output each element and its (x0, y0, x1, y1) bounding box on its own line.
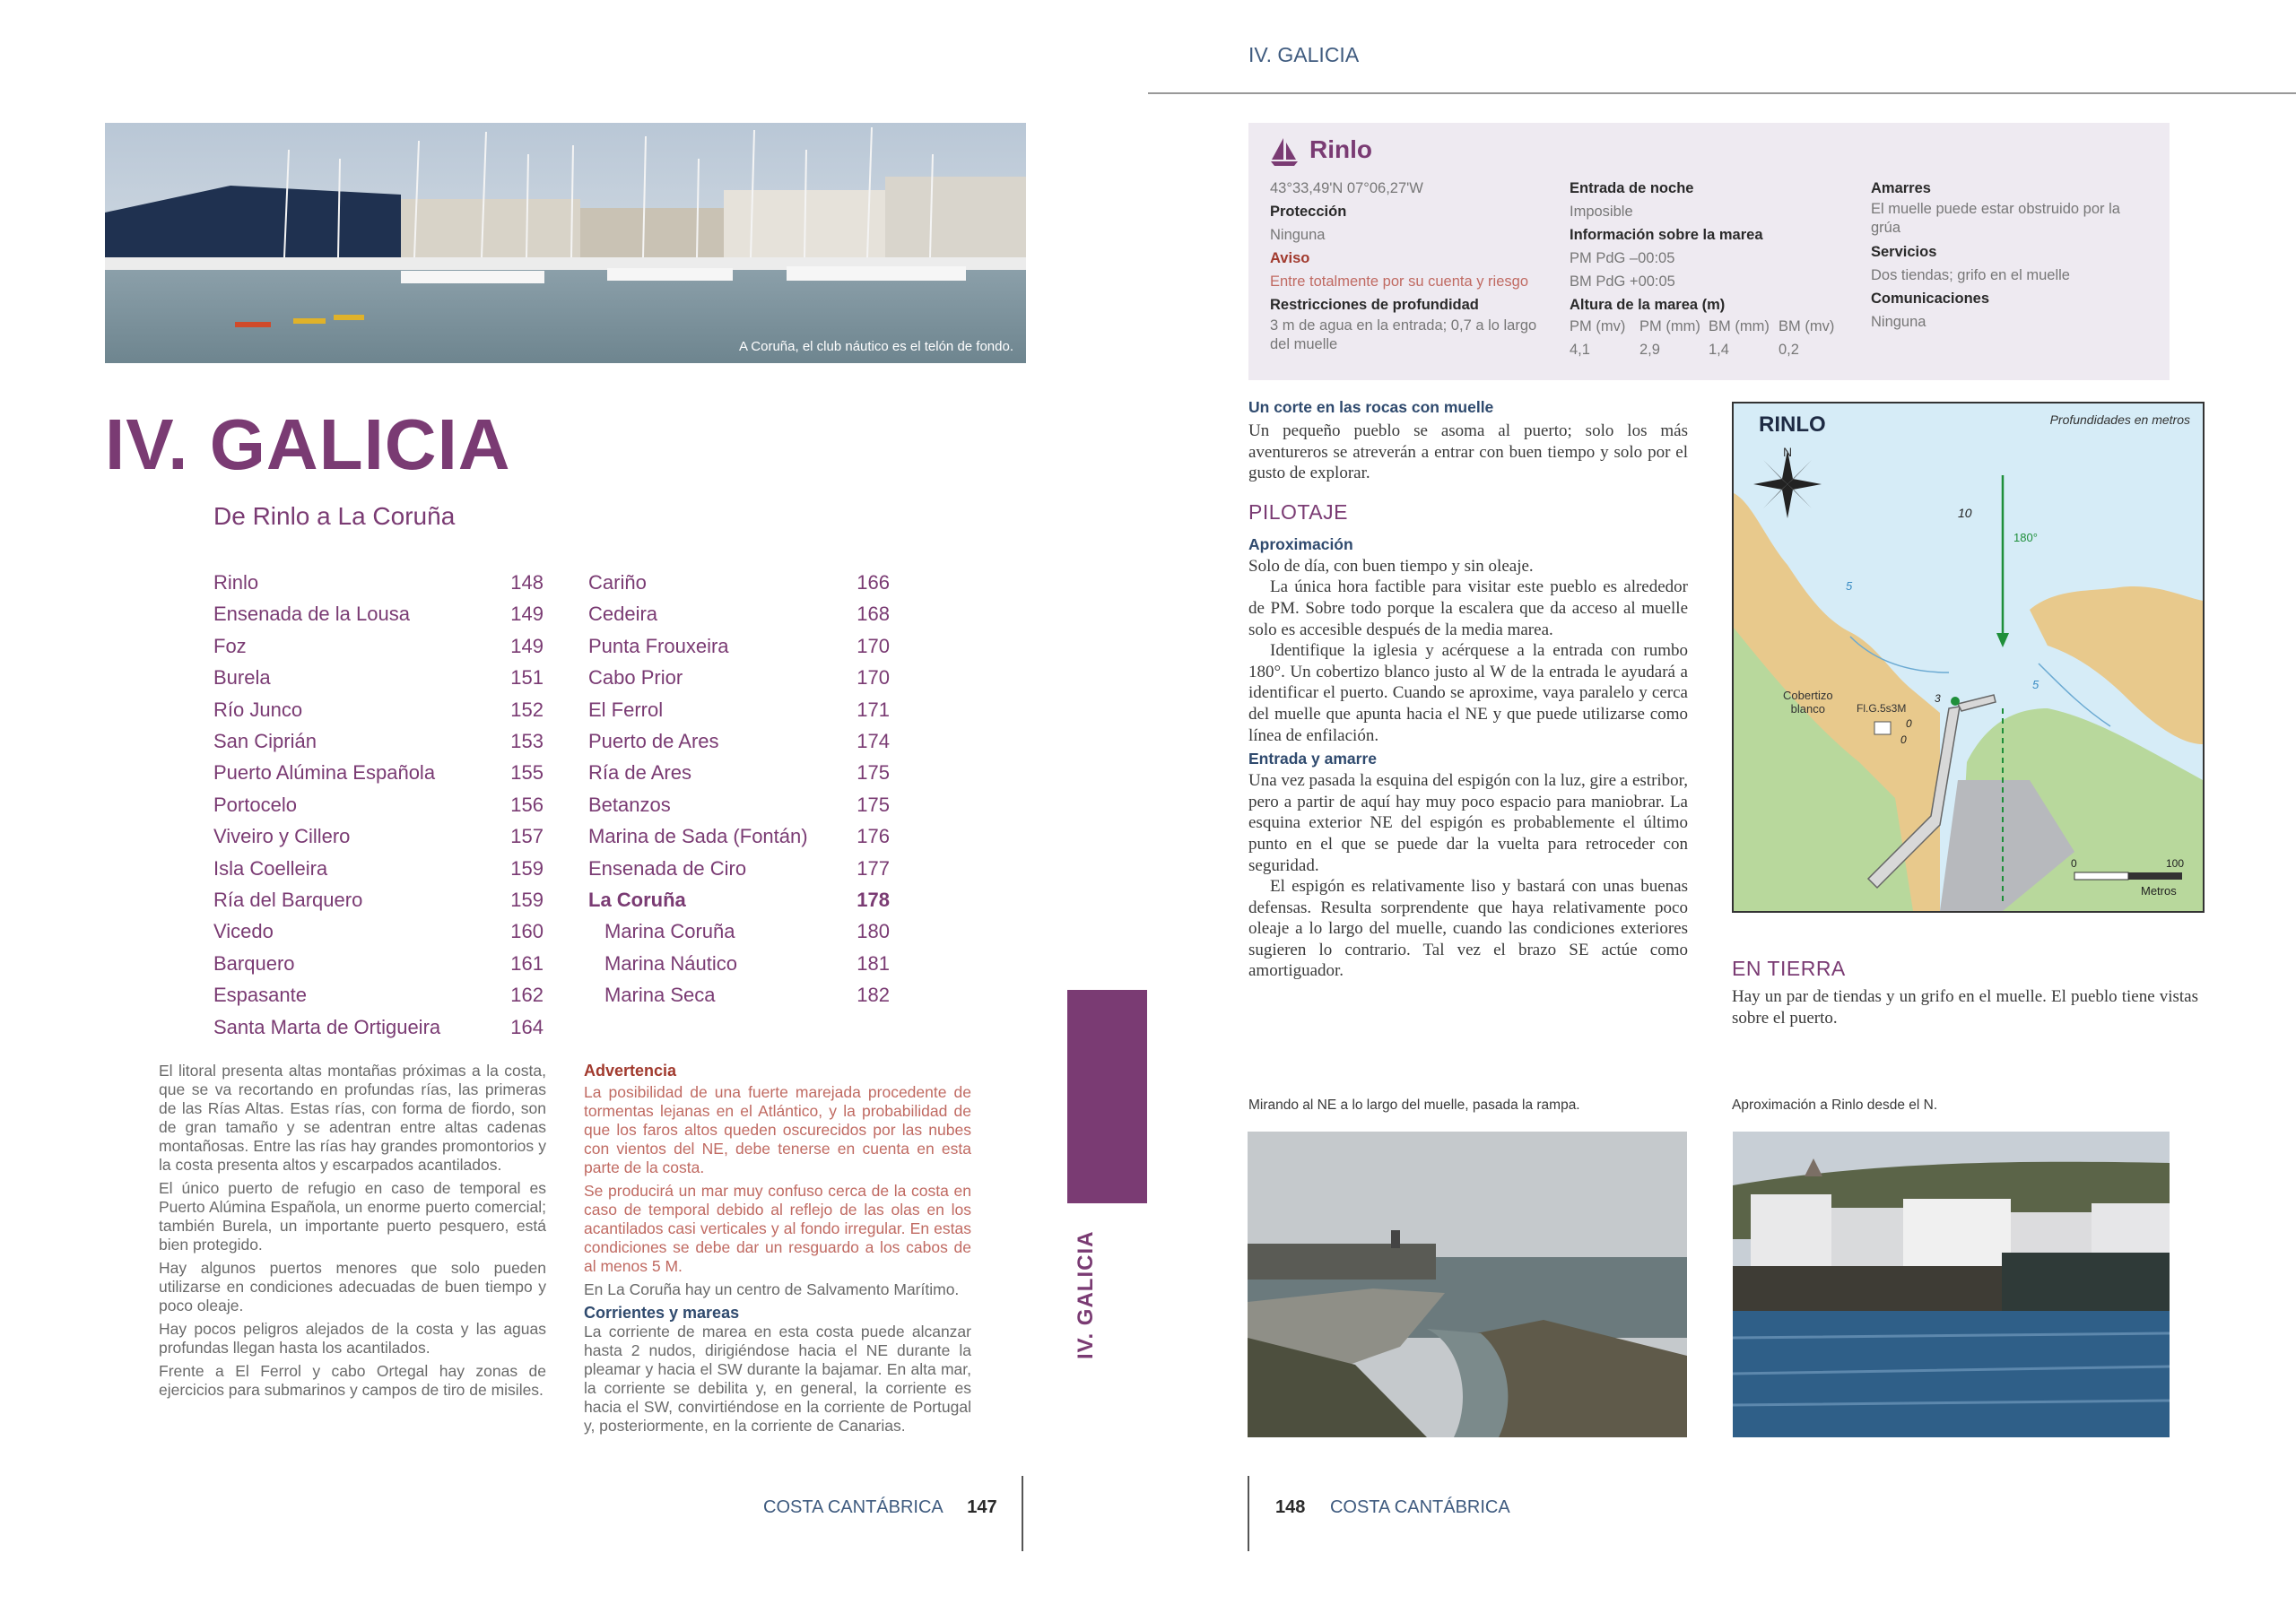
chart-bearing-label: 180° (2013, 531, 2038, 544)
chart-shed-label (1783, 689, 1833, 716)
approach-heading: Aproximación (1248, 534, 1353, 553)
toc-entry-page: 168 (857, 603, 890, 626)
toc-entry-page: 156 (510, 793, 544, 816)
left-folio-rule (1022, 1476, 1023, 1551)
harbour-chart-drawing (1734, 403, 2203, 911)
toc-entry-page: 174 (857, 730, 890, 752)
toc-entry-page: 155 (510, 761, 544, 785)
marina-photo-image (105, 123, 1026, 363)
chart-scale-hundred: 100 (2166, 857, 2185, 870)
services-value: Dos tiendas; grifo en el muelle (1871, 267, 2070, 283)
protection-label: Protección (1270, 204, 1347, 220)
sidebar-text (584, 1062, 971, 1440)
harbour-chart (1732, 402, 2205, 913)
night-entry-value: Imposible (1570, 204, 1633, 220)
toc-entry-name: Marina Seca (604, 984, 716, 1007)
toc-entry-name: Isla Coelleira (213, 856, 328, 880)
entry-paragraph: El espigón es relativamente liso y bastará con unas buenas defensas. Resulta sorprendente que haya relativamente poco oleaje a lo largo del muelle, cuando las condiciones exteriores sugieren lo contrario. Tal vez el brazo SE actúe como amortiguador. (1248, 877, 1688, 981)
moorings-label: Amarres (1871, 180, 1931, 196)
sailboat-icon (1268, 135, 1300, 168)
intro-paragraph: Un pequeño pueblo se asoma al puerto; solo los más aventureros se atreverán a entrar con buen tiempo y solo por el gusto de explorar. (1248, 421, 1688, 483)
chart-depth-5b: 5 (2032, 678, 2039, 691)
toc-entry (213, 727, 544, 756)
toc-entry-name: San Ciprián (213, 730, 317, 752)
toc-entry (588, 632, 890, 661)
info-column-3 (1871, 177, 2140, 334)
village-photo (1733, 1132, 2170, 1437)
chart-north-label: N (1783, 445, 1793, 459)
warning-label: Aviso (1270, 250, 1310, 266)
warning-value: Entre totalmente por su cuenta y riesgo (1270, 273, 1528, 290)
toc-entry (604, 917, 890, 946)
left-page-number: 147 (967, 1497, 997, 1517)
toc-entry (588, 886, 890, 915)
warning-paragraph: La posibilidad de una fuerte marejada procedente de tormentas lejanas en el Atlántico, y la probabilidad de que los faros altos queden oscurecidos por las nubes con vientos del NE, debe tenerse en cuenta en esta parte de la costa. (584, 1083, 971, 1176)
toc-entry (213, 664, 544, 692)
tide-value-mlws: 0,2 (1779, 342, 1799, 358)
protection-value: Ninguna (1270, 227, 1326, 243)
right-page-number: 148 (1275, 1497, 1306, 1517)
compass-rose (1753, 450, 1822, 518)
chart-depth-0a: 0 (1906, 717, 1912, 730)
toc-entry-name: Burela (213, 666, 271, 690)
chart-title: RINLO (1759, 412, 1826, 437)
toc-entry-name: Puerto Alúmina Española (213, 761, 436, 785)
chapter-tab-label: IV. GALICIA (1074, 1230, 1098, 1359)
toc-entry-page: 164 (510, 1015, 544, 1038)
moorings-value: El muelle puede estar obstruido por la grúa (1871, 201, 2120, 236)
right-folio-text: COSTA CANTÁBRICA (1329, 1497, 1510, 1517)
tide-value-mlwn: 1,4 (1709, 342, 1729, 358)
warning-paragraph: Se producirá un mar muy confuso cerca de la costa en caso de temporal debido al reflejo de las olas en los acantilados casi verticales y al fondo irregular. En estas condiciones se debe dar un resguardo a los cabos de al menos 5 M. (584, 1182, 971, 1275)
toc-entry-name: Punta Frouxeira (588, 634, 729, 657)
marina-photo-caption: A Coruña, el club náutico es el telón de fondo. (738, 339, 1013, 354)
intro-paragraph: Hay pocos peligros alejados de la costa y las aguas profundas llegan hasta los acantilados. (159, 1320, 546, 1357)
intro-text (159, 1062, 546, 1404)
toc-entry-page: 151 (510, 666, 544, 690)
toc-entry (213, 917, 544, 946)
rescue-text: En La Coruña hay un centro de Salvamento Marítimo. (584, 1280, 960, 1298)
toc-entry-name: Río Junco (213, 698, 303, 721)
quay-photo-image (1248, 1132, 1687, 1437)
village-photo-image (1733, 1132, 2170, 1437)
communications-label: Comunicaciones (1871, 291, 1990, 307)
intro-paragraph: El litoral presenta altas montañas próximas a la costa, que se va recortando en profundas rías, las primeras de las Rías Altas. Estas rías, con forma de fiordo, son de gran tamaño y se adentran entre altas cadenas montañosas. Entre las rías hay grandes promontorios y la costa presenta altos y escarpados acantilados. (159, 1062, 546, 1174)
toc-entry-name: Viveiro y Cillero (213, 825, 351, 848)
toc-entry-name: Rinlo (213, 571, 259, 594)
approach-paragraph: La única hora factible para visitar este pueblo es alrededor de PM. Sobre todo porque la escalera que da acceso al muelle solo es accesible después de la media marea. (1248, 577, 1688, 639)
toc-entry (213, 886, 544, 915)
right-folio-rule (1248, 1476, 1249, 1551)
toc-entry (588, 568, 890, 597)
info-column-2 (1570, 177, 1848, 317)
toc-entry-page: 175 (857, 793, 890, 816)
chart-depth-0b: 0 (1900, 733, 1907, 746)
toc-entry (213, 981, 544, 1010)
toc-entry-name: Vicedo (213, 920, 274, 943)
intro-paragraph: Frente a El Ferrol y cabo Ortegal hay zonas de ejercicios para submarinos y campos de tiro de misiles. (159, 1362, 546, 1399)
toc-entry-page: 170 (857, 666, 890, 690)
chart-shed-label-line1: Cobertizo (1783, 689, 1833, 702)
chart-light-label: Fl.G.5s3M (1857, 702, 1907, 715)
toc-entry (604, 950, 890, 978)
toc-entry-page: 161 (510, 951, 544, 975)
toc-entry-name: Marina Náutico (604, 951, 737, 975)
toc-entry-page: 182 (857, 984, 890, 1007)
toc-entry-name: Barquero (213, 951, 295, 975)
toc-entry (588, 791, 890, 820)
coordinates: 43°33,49'N 07°06,27'W (1270, 180, 1423, 196)
toc-entry-page: 149 (510, 634, 544, 657)
left-folio (763, 1497, 997, 1518)
tide-value-mhws: 4,1 (1570, 342, 1590, 358)
toc-entry-page: 157 (510, 825, 544, 848)
chapter-title: IV. GALICIA (105, 404, 511, 484)
currents-text: La corriente de marea en esta costa puede alcanzar hasta 2 nudos, dirigiéndose hacia el NE durante la pleamar y hacia el SW durante la bajamar. En alta mar, la corriente se debilita y, en general, la corriente es hacia el SW, convirtiéndose en la corriente de Portugal y, posteriormente, en la corriente de Canarias. (584, 1323, 971, 1435)
warning-heading: Advertencia (584, 1062, 677, 1080)
communications-value: Ninguna (1871, 314, 1926, 330)
tide-value-mhwn: 2,9 (1639, 342, 1660, 358)
toc-entry (604, 981, 890, 1010)
toc-entry-page: 149 (510, 603, 544, 626)
toc-entry-page: 177 (857, 856, 890, 880)
approach-paragraph: Solo de día, con buen tiempo y sin oleaje. (1248, 556, 1534, 576)
toc-column-1 (213, 568, 544, 1038)
chart-scale-unit: Metros (2141, 884, 2177, 898)
chart-depth-note: Profundidades en metros (2049, 412, 2190, 427)
left-folio-text: COSTA CANTÁBRICA (763, 1497, 943, 1517)
toc-entry-name: Foz (213, 634, 247, 657)
toc-entry (588, 727, 890, 756)
toc-entry-page: 153 (510, 730, 544, 752)
toc-entry (213, 791, 544, 820)
toc-entry (213, 568, 544, 597)
toc-entry-page: 160 (510, 920, 544, 943)
chapter-subtitle: De Rinlo a La Coruña (213, 502, 456, 530)
toc-entry-name: La Coruña (588, 889, 686, 911)
running-head-rule (1148, 92, 2296, 94)
toc-entry-name: Cedeira (588, 603, 658, 626)
toc-entry-name: Santa Marta de Ortigueira (213, 1015, 441, 1038)
currents-heading: Corrientes y mareas (584, 1304, 740, 1322)
toc-entry-name: El Ferrol (588, 698, 664, 721)
toc-entry-page: 148 (510, 571, 544, 594)
chapter-tab (1067, 990, 1147, 1203)
chart-scale-zero: 0 (2071, 857, 2077, 870)
quay-photo (1248, 1132, 1687, 1437)
toc-entry-name: Ría de Ares (588, 761, 691, 785)
approach-paragraph: Identifique la iglesia y acérquese a la entrada con rumbo 180°. Un cobertizo blanco justo al W de la entrada le ayudará a identificar el puerto. Cuando se aproxime, vaya paralelo y cerca del muelle que apunta hacia el NE y que puede utilizarse como línea de enfilación. (1248, 641, 1688, 745)
toc-entry-page: 166 (857, 571, 890, 594)
night-entry-label: Entrada de noche (1570, 180, 1694, 196)
toc-entry-page: 152 (510, 698, 544, 721)
toc-entry-page: 162 (510, 984, 544, 1007)
toc-entry-name: Ría del Barquero (213, 889, 363, 911)
toc-entry (588, 600, 890, 629)
toc-entry (588, 855, 890, 883)
tide-header-mhws: PM (mv) (1570, 318, 1626, 334)
toc-entry (213, 822, 544, 851)
toc-entry-page: 171 (857, 698, 890, 721)
ashore-text (1732, 986, 2198, 1028)
toc-entry (588, 759, 890, 787)
toc-entry-page: 159 (510, 856, 544, 880)
toc-entry-page: 175 (857, 761, 890, 785)
ashore-paragraph: Hay un par de tiendas y un grifo en el muelle. El pueblo tiene vistas sobre el puerto. (1732, 987, 2198, 1028)
harbour-info-box (1248, 123, 2170, 380)
toc-column-2 (588, 568, 890, 1007)
chart-depth-10: 10 (1958, 506, 1972, 520)
tide-info-label: Información sobre la marea (1570, 227, 1763, 243)
pilotage-heading: PILOTAJE (1248, 499, 1348, 524)
toc-entry-page: 176 (857, 825, 890, 848)
photo-2-caption: Aproximación a Rinlo desde el N. (1732, 1097, 1938, 1113)
chart-shed-label-line2: blanco (1790, 702, 1825, 716)
tide-height-label: Altura de la marea (m) (1570, 297, 1726, 313)
toc-entry-page: 178 (857, 889, 890, 911)
toc-entry-name: Puerto de Ares (588, 730, 719, 752)
right-folio (1275, 1497, 1510, 1518)
tide-info-hw: PM PdG –00:05 (1570, 250, 1675, 266)
toc-entry (213, 855, 544, 883)
tide-header-mlwn: BM (mm) (1709, 318, 1770, 334)
toc-entry-name: Cariño (588, 571, 647, 594)
toc-entry-page: 180 (857, 920, 890, 943)
toc-entry (213, 696, 544, 724)
entry-paragraph: Una vez pasada la esquina del espigón con la luz, gire a estribor, pero a partir de aquí hay muy poco espacio para maniobrar. La esquina exterior NE del espigón es probablemente el último punto en el que se puede dar la vuelta para retroceder con seguridad. (1248, 771, 1688, 875)
toc-entry-page: 159 (510, 889, 544, 911)
toc-entry (213, 759, 544, 787)
toc-entry-name: Ensenada de la Lousa (213, 603, 410, 626)
toc-entry-name: Ensenada de Ciro (588, 856, 747, 880)
intro-paragraph: Hay algunos puertos menores que solo pueden utilizarse en condiciones adecuadas de buen tiempo y poco oleaje. (159, 1259, 546, 1314)
ashore-heading: EN TIERRA (1732, 957, 1846, 980)
tide-header-mhwn: PM (mm) (1639, 318, 1700, 334)
intro-paragraph: El único puerto de refugio en caso de temporal es Puerto Alúmina Española, un enorme puerto comercial; también Burela, un importante puerto pesquero, está bien protegido. (159, 1179, 546, 1254)
info-column-1 (1270, 177, 1548, 357)
tide-info-lw: BM PdG +00:05 (1570, 273, 1675, 290)
toc-entry-name: Espasante (213, 984, 307, 1007)
services-label: Servicios (1871, 244, 1937, 260)
harbour-name: Rinlo (1309, 135, 1372, 163)
toc-entry-name: Marina de Sada (Fontán) (588, 825, 808, 848)
toc-entry (213, 950, 544, 978)
depth-label: Restricciones de profundidad (1270, 297, 1479, 313)
toc-entry (213, 1013, 544, 1042)
intro-heading: Un corte en las rocas con muelle (1248, 398, 1494, 416)
main-text-column (1248, 398, 1688, 982)
toc-entry-name: Portocelo (213, 793, 297, 816)
toc-entry (213, 600, 544, 629)
photo-1-caption: Mirando al NE a lo largo del muelle, pasada la rampa. (1248, 1097, 1580, 1113)
toc-entry (588, 696, 890, 724)
entry-heading: Entrada y amarre (1248, 750, 1377, 768)
marina-photo (105, 123, 1026, 363)
toc-entry-name: Marina Coruña (604, 920, 735, 943)
running-head: IV. GALICIA (1248, 43, 1360, 66)
chart-depth-3: 3 (1935, 692, 1941, 705)
toc-entry-name: Cabo Prior (588, 666, 683, 690)
depth-value: 3 m de agua en la entrada; 0,7 a lo largo del muelle (1270, 317, 1537, 352)
toc-entry (588, 822, 890, 851)
toc-entry (213, 632, 544, 661)
tide-header-mlws: BM (mv) (1779, 318, 1835, 334)
toc-entry-page: 181 (857, 951, 890, 975)
toc-entry-page: 170 (857, 634, 890, 657)
chart-depth-5a: 5 (1846, 579, 1853, 593)
toc-entry-name: Betanzos (588, 793, 671, 816)
toc-entry (588, 664, 890, 692)
